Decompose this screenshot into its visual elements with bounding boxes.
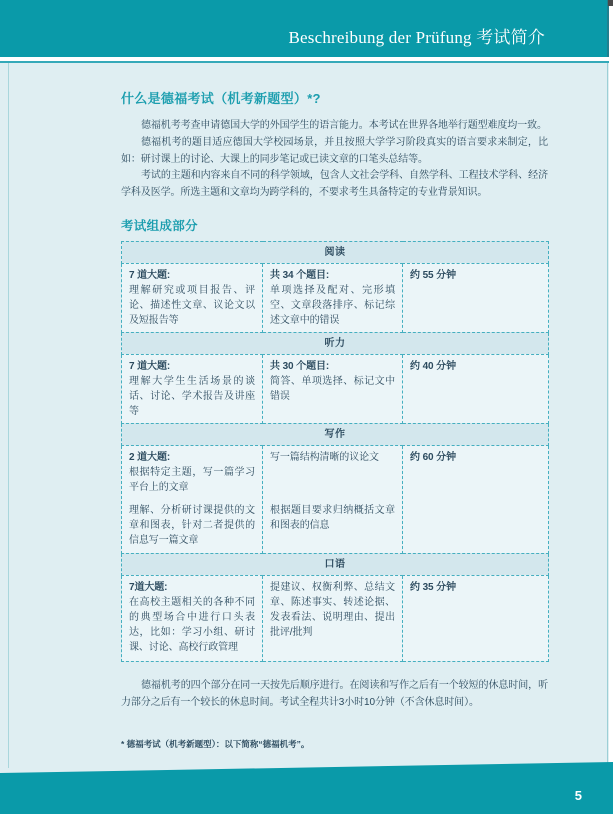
footnote: * 德福考试（机考新题型）：以下简称“德福机考”。 <box>121 738 310 749</box>
tasks-label: 2 道大题: <box>129 451 171 463</box>
article-title: 什么是德福考试（机考新题型）*? <box>121 91 321 106</box>
section-name: 写作 <box>122 423 549 445</box>
reading-tasks-cell <box>122 263 263 332</box>
section-row-listening <box>122 354 549 423</box>
intro-paragraph-2: 德福机考的题目适应德国大学校园场景，并且按照大学学习阶段真实的语言要求来制定，比如：研讨课上的讨论、大课上的同步笔记或已读文章的口笔头总结等。 <box>121 136 548 165</box>
table-heading: 考试组成部分 <box>121 218 198 233</box>
page-number: 5 <box>574 788 582 803</box>
writing-items-cell <box>263 445 403 553</box>
tasks-text: 在高校主题相关的各种不同的典型场合中进行口头表达，比如：学习小组、研讨课、讨论、高校行政管理 <box>129 596 255 653</box>
items-text: 单项选择及配对、完形填空、文章段落排序、标记综述文章中的错误 <box>270 284 395 326</box>
intro-paragraph-3: 考试的主题和内容来自不同的科学领域，包含人文社会学科、自然学科、工程技术学科、经济学科及医学。所选主题和文章均为跨学科的，不要求考生具备特定的专业背景知识。 <box>121 170 548 199</box>
listening-duration-cell: 约 40 分钟 <box>403 354 549 423</box>
items-text: 提建议、权衡利弊、总结文章、陈述事实、转述论据、发表看法、说明理由、提出批评/批判 <box>270 581 395 638</box>
section-row-writing <box>122 445 549 553</box>
items-text: 简答、单项选择、标记文中错误 <box>270 375 395 402</box>
tasks-text-1: 根据特定主题，写一篇学习平台上的文章 <box>129 466 255 493</box>
tasks-text-2: 理解、分析研讨课提供的文章和图表，针对二者提供的信息写一篇文章 <box>129 504 255 546</box>
tasks-label: 7道大题: <box>129 581 168 593</box>
left-margin-rule <box>8 63 9 768</box>
speaking-duration-cell: 约 35 分钟 <box>403 575 549 661</box>
section-row-reading <box>122 263 549 332</box>
section-header-writing <box>122 423 549 445</box>
section-header-speaking <box>122 553 549 575</box>
writing-tasks-cell <box>122 445 263 553</box>
intro-paragraph-1: 德福机考考查申请德国大学的外国学生的语言能力。本考试在世界各地举行题型难度均一致。 <box>141 120 547 131</box>
section-name: 口语 <box>122 553 549 575</box>
items-label: 共 34 个题目: <box>270 269 330 281</box>
section-name: 阅读 <box>122 241 549 263</box>
writing-duration-cell: 约 60 分钟 <box>403 445 549 553</box>
speaking-tasks-cell <box>122 575 263 661</box>
article-content <box>121 88 548 750</box>
exam-components-table <box>121 241 549 662</box>
section-header-listening <box>122 332 549 354</box>
tasks-text: 理解研究或项目报告、评论、描述性文章、议论文以及短报告等 <box>129 284 255 326</box>
section-row-speaking <box>122 575 549 661</box>
reading-items-cell <box>263 263 403 332</box>
tasks-label: 7 道大题: <box>129 269 171 281</box>
closing-paragraph: 德福机考的四个部分在同一天按先后顺序进行。在阅读和写作之后有一个较短的休息时间，听力部分之后有一个较长的休息时间。考试全程共计3小时10分钟（不含休息时间）。 <box>121 679 548 708</box>
items-label: 共 30 个题目: <box>270 360 330 372</box>
section-header-reading <box>122 241 549 263</box>
right-margin-rule <box>607 63 608 763</box>
section-name: 听力 <box>122 332 549 354</box>
listening-items-cell <box>263 354 403 423</box>
page-header-band <box>0 0 609 57</box>
reading-duration-cell: 约 55 分钟 <box>403 263 549 332</box>
listening-tasks-cell <box>122 354 263 423</box>
items-text-1: 写一篇结构清晰的议论文 <box>270 451 379 463</box>
speaking-items-cell <box>263 575 403 661</box>
scan-corner-mark <box>608 0 613 6</box>
tasks-text: 理解大学生生活场景的谈话、讨论、学术报告及讲座等 <box>129 375 255 417</box>
items-text-2: 根据题目要求归纳概括文章和图表的信息 <box>270 504 395 531</box>
tasks-label: 7 道大题: <box>129 360 171 372</box>
chapter-title: Beschreibung der Prüfung 考试简介 <box>288 28 545 47</box>
